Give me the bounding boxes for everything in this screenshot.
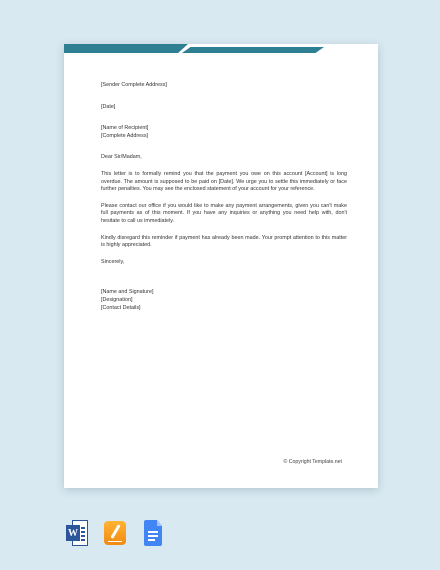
word-icon[interactable] [66, 520, 88, 546]
signature-name: [Name and Signature] [101, 289, 154, 296]
header-band-right [182, 47, 324, 53]
closing: Sincerely, [101, 258, 125, 265]
pages-line-glyph [108, 541, 122, 543]
recipient-address: [Complete Address] [101, 132, 149, 139]
copyright-footer: © Copyright Template.net [283, 459, 342, 465]
paragraph-2: Please contact our office if you would like to make any payment arrangements, given you can't make full payments as of this moment. If you have any inquiries or anything you need help with, don't hesitate to call us immediately. [101, 202, 347, 224]
google-docs-icon[interactable] [142, 520, 164, 546]
header-band-left [64, 44, 188, 53]
recipient-name: [Name of Recipient] [101, 125, 149, 132]
signature-designation: [Designation] [101, 296, 133, 303]
signature-contact: [Contact Details] [101, 304, 141, 311]
paragraph-3: Kindly disregard this reminder if payment has already been made. Your prompt attention to this matter is highly appreciated. [101, 234, 347, 249]
format-icons [66, 520, 164, 546]
paragraph-1: This letter is to formally remind you that the payment you owe on this account [Account] is long overdue. The amount is supposed to be paid on [Date]. We urge you to settle this immediately or face further penalties. You may see the enclosed statement of your account for your reference. [101, 170, 347, 193]
pages-icon[interactable] [104, 520, 126, 546]
letter-body [101, 82, 347, 312]
letter-page [64, 44, 378, 488]
sender-address: [Sender Complete Address] [101, 82, 167, 88]
letter-date: [Date] [101, 103, 116, 110]
word-badge: W [66, 525, 80, 541]
salutation: Dear Sir/Madam, [101, 154, 142, 161]
